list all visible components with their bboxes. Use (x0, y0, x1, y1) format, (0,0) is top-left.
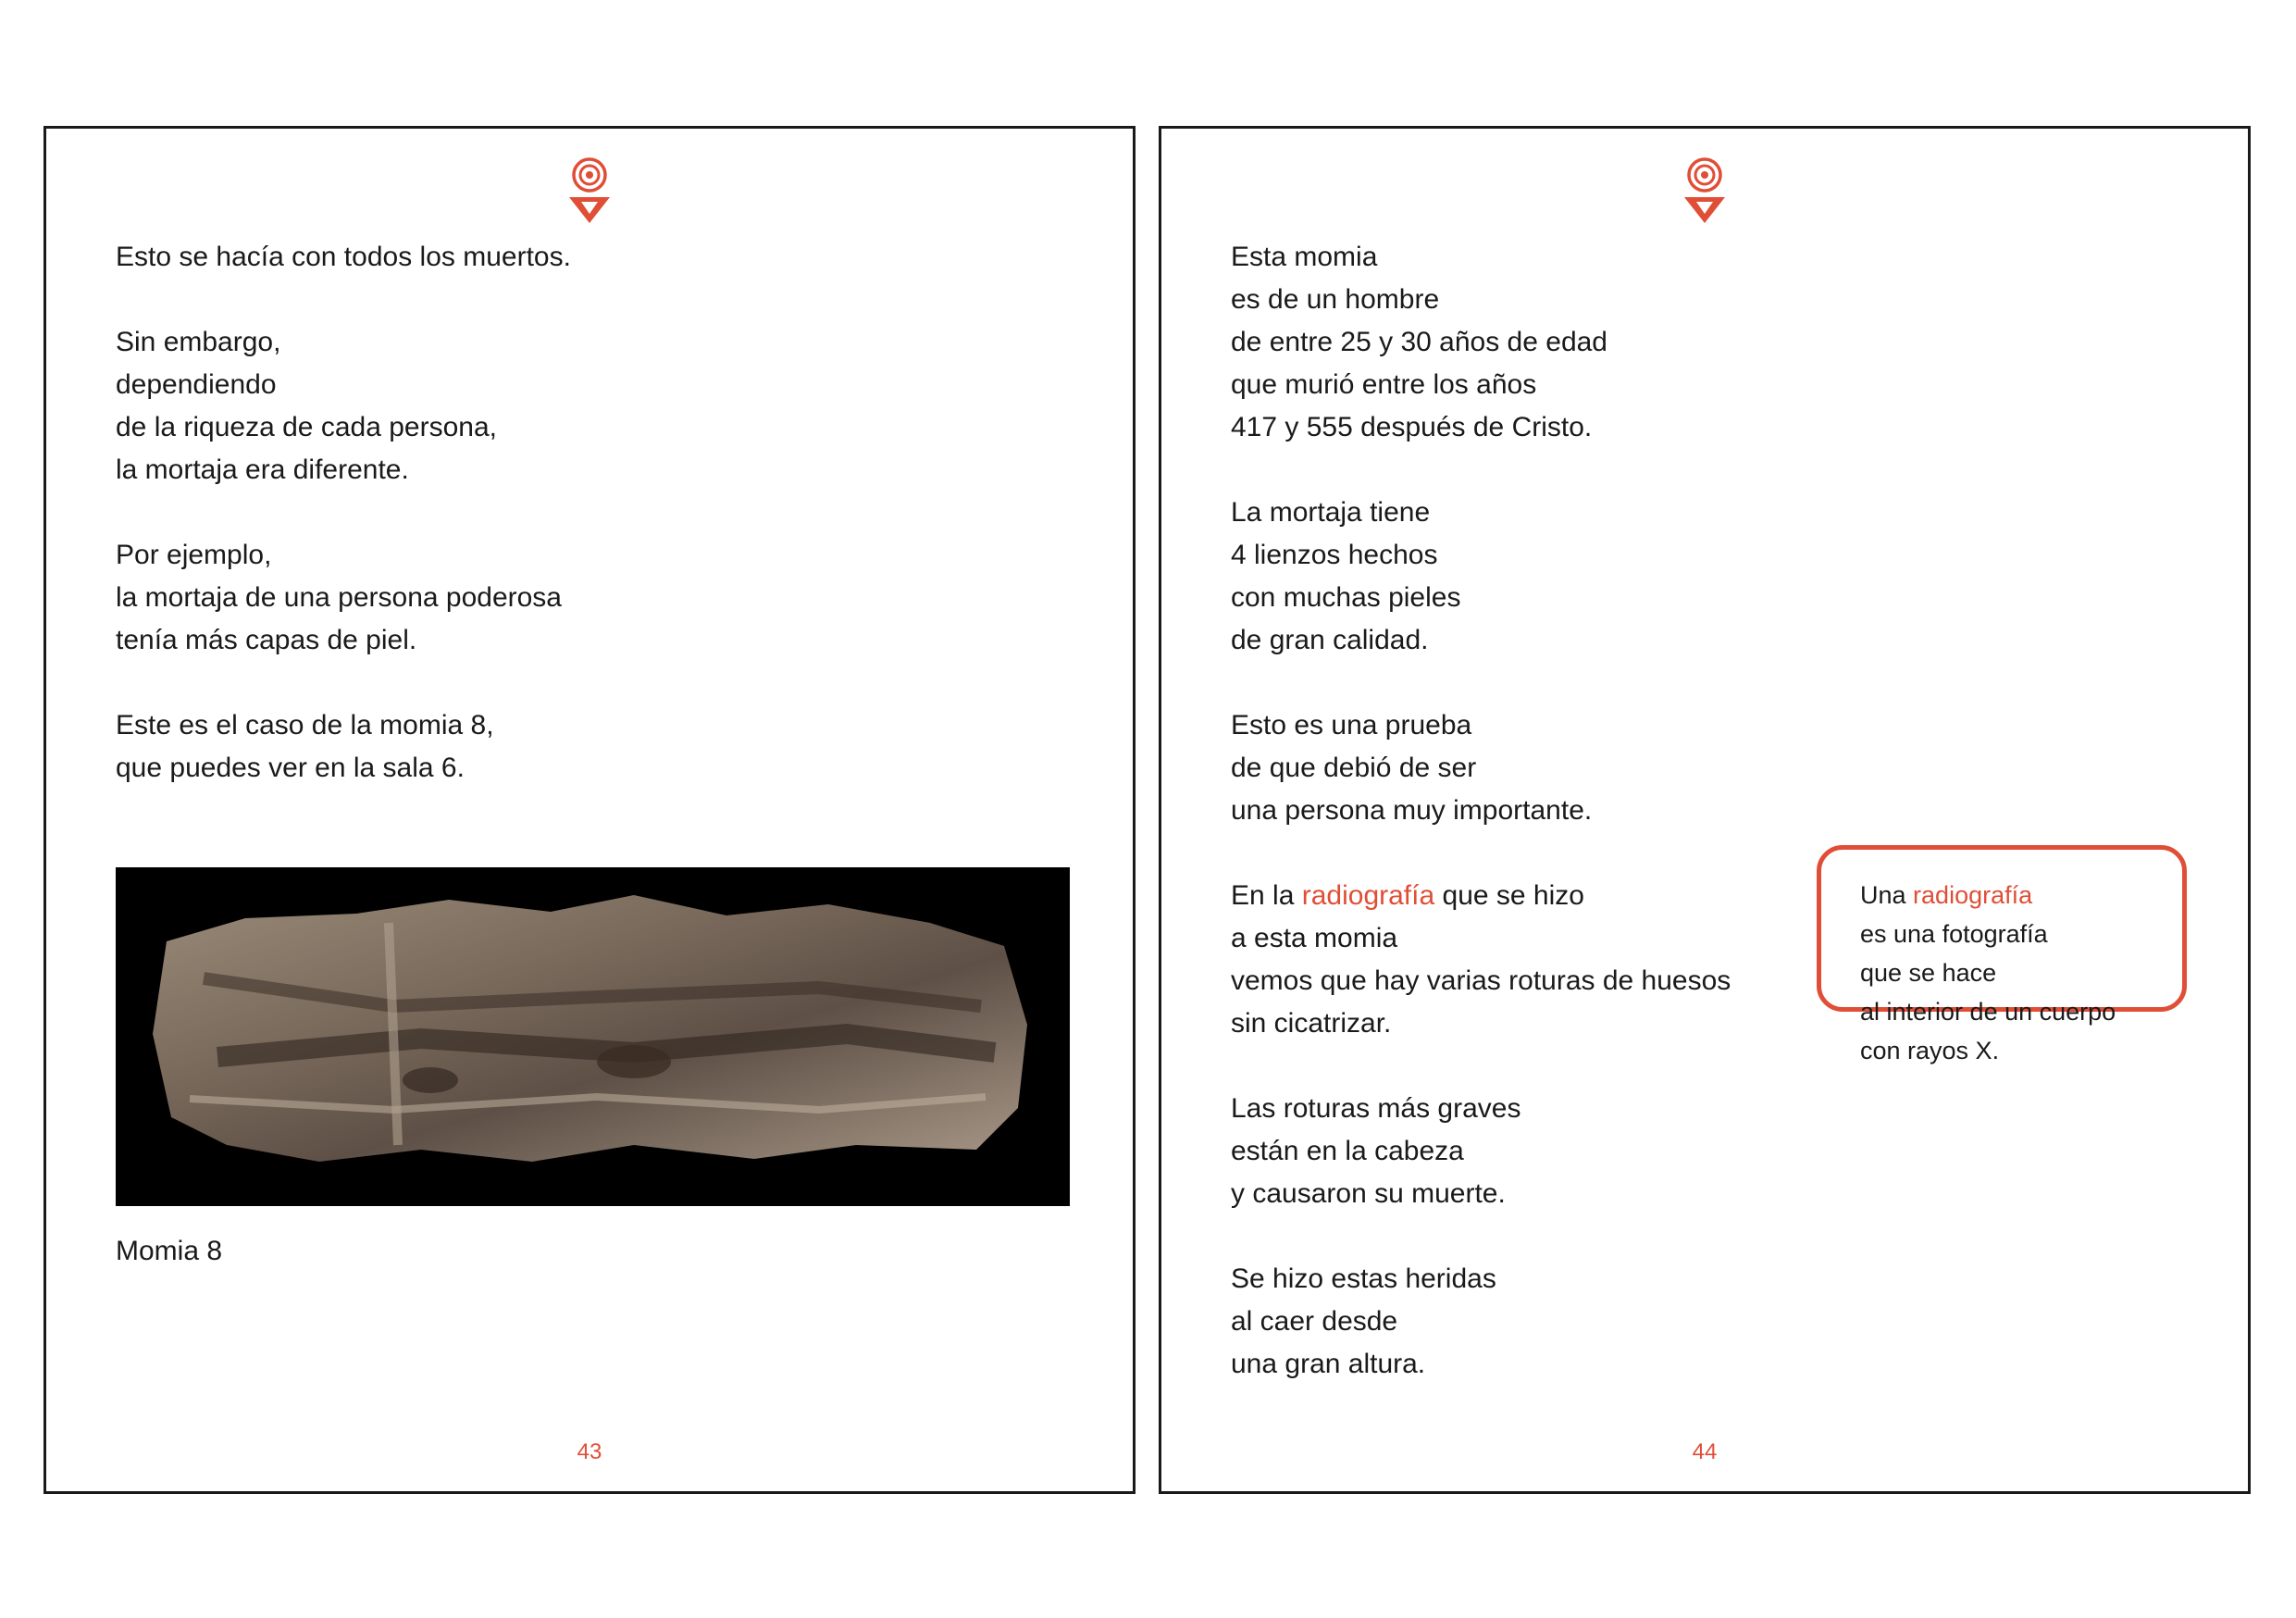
text-line: Las roturas más graves (1231, 1093, 1521, 1124)
radiography-paragraph (1231, 875, 1731, 1045)
text-line: es una fotografía (1860, 920, 2048, 948)
glossary-box (1817, 845, 2187, 1064)
body-text (116, 236, 571, 832)
mummy-image (116, 867, 1070, 1206)
mummy-photo (116, 867, 1070, 1206)
left-page (43, 126, 1136, 1494)
text-line: que murió entre los años (1231, 369, 1537, 400)
paragraph (116, 704, 571, 790)
text-line: La mortaja tiene (1231, 497, 1431, 528)
text-line: una persona muy importante. (1231, 795, 1593, 826)
text-line (1231, 875, 1731, 917)
text-line: Este es el caso de la momia 8, (116, 710, 494, 741)
text-line: Esto se hacía con todos los muertos. (116, 242, 571, 272)
text-line: 417 y 555 después de Cristo. (1231, 412, 1593, 442)
paragraph (1231, 1258, 1731, 1386)
text-line: al caer desde (1231, 1306, 1398, 1337)
text-fragment: que se hizo (1442, 880, 1584, 911)
text-line: Se hizo estas heridas (1231, 1263, 1496, 1294)
text-line: de gran calidad. (1231, 625, 1429, 655)
text-fragment: En la (1231, 880, 1295, 911)
text-line: vemos que hay varias roturas de huesos (1231, 965, 1731, 996)
paragraph (1231, 492, 1731, 662)
text-fragment: Una (1860, 881, 1906, 909)
glossary-term: radiografía (1913, 881, 2033, 909)
paragraph (1231, 1088, 1731, 1215)
text-line: la mortaja era diferente. (116, 454, 409, 485)
text-line: y causaron su muerte. (1231, 1178, 1506, 1209)
text-line: Esto es una prueba (1231, 710, 1472, 741)
text-line: una gran altura. (1231, 1349, 1426, 1379)
text-line: sin cicatrizar. (1231, 1008, 1392, 1039)
highlighted-term: radiografía (1301, 880, 1435, 911)
text-line: están en la cabeza (1231, 1136, 1464, 1166)
image-caption: Momia 8 (116, 1236, 223, 1266)
text-line: la mortaja de una persona poderosa (116, 582, 562, 613)
museum-logo-icon (567, 156, 612, 230)
page-number: 44 (1692, 1439, 1718, 1464)
paragraph (1231, 704, 1731, 832)
text-line: de entre 25 y 30 años de edad (1231, 327, 1607, 357)
text-line (1860, 876, 2182, 915)
text-line: al interior de un cuerpo (1860, 998, 2116, 1026)
text-line: Por ejemplo, (116, 540, 272, 570)
paragraph (1231, 236, 1731, 449)
paragraph (116, 321, 571, 492)
page-number: 43 (577, 1439, 602, 1464)
paragraph (116, 236, 571, 279)
body-text (1231, 236, 1731, 1428)
text-line: dependiendo (116, 369, 277, 400)
text-line: de la riqueza de cada persona, (116, 412, 497, 442)
text-line: que se hace (1860, 959, 1997, 987)
right-page (1159, 126, 2251, 1494)
text-line: con muchas pieles (1231, 582, 1461, 613)
text-line: a esta momia (1231, 923, 1398, 953)
text-line: 4 lienzos hechos (1231, 540, 1438, 570)
text-line: tenía más capas de piel. (116, 625, 417, 655)
text-line: Esta momia (1231, 242, 1378, 272)
text-line: es de un hombre (1231, 284, 1440, 315)
paragraph (116, 534, 571, 662)
text-line: que puedes ver en la sala 6. (116, 753, 465, 783)
text-line: de que debió de ser (1231, 753, 1477, 783)
text-line: Sin embargo, (116, 327, 281, 357)
museum-logo-icon (1682, 156, 1727, 230)
text-line: con rayos X. (1860, 1037, 2000, 1064)
